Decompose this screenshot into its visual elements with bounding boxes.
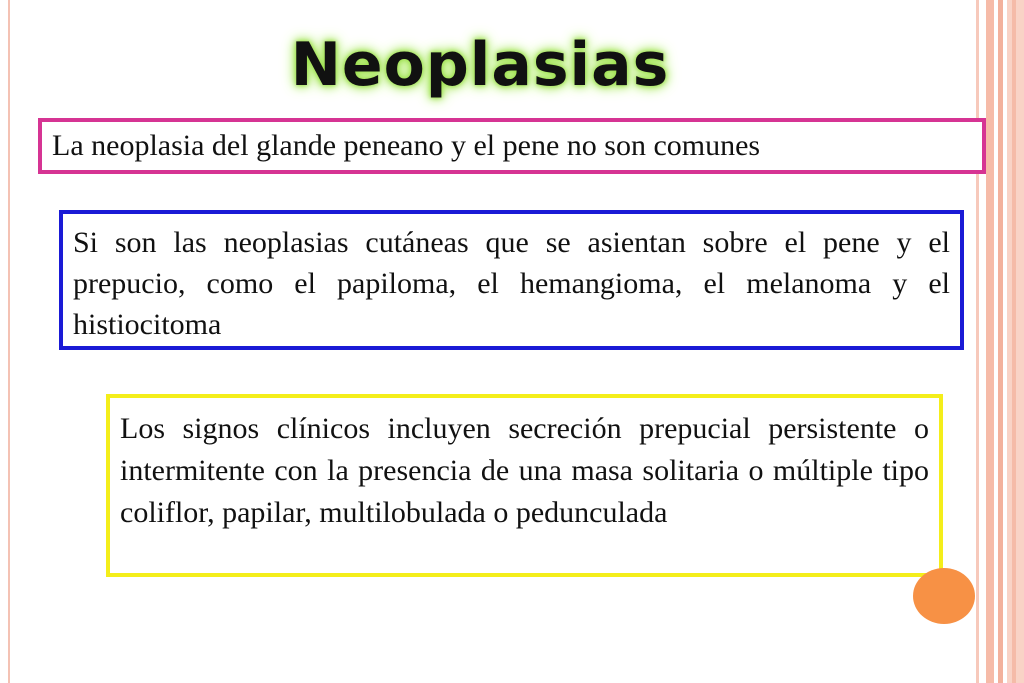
right-stripe: [1012, 0, 1016, 683]
right-stripe: [986, 0, 994, 683]
left-border-line: [8, 0, 10, 683]
statement-text: La neoplasia del glande peneano y el pene no son comunes: [52, 129, 761, 162]
right-stripe: [976, 0, 979, 683]
statement-text: Si son las neoplasias cutáneas que se asientan sobre el pene y el prepucio, como el papiloma, el hemangioma, el melanoma y el histiocitoma: [73, 226, 950, 341]
statement-box-yellow: [106, 394, 943, 577]
statement-box-blue: [59, 210, 964, 350]
orange-circle-decoration: [913, 568, 975, 624]
statement-box-pink: [38, 118, 986, 174]
right-decorative-band: [976, 0, 1024, 683]
slide-title-text: Neoplasias: [290, 30, 670, 100]
slide-title: [0, 30, 980, 100]
statement-text: Los signos clínicos incluyen secreción prepucial persistente o intermitente con la presencia de una masa solitaria o múltiple tipo coliflor, papilar, multilobulada o pedunculada: [120, 412, 929, 529]
right-stripe: [998, 0, 1003, 683]
